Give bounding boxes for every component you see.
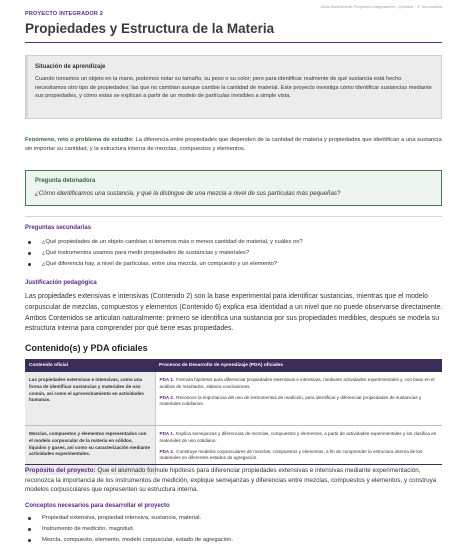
fenomeno-label: Fenómeno, reto o problema de estudio: (25, 137, 134, 143)
running-head: Guía Didáctica de Proyectos Integradores · Química · 3° Secundaria (320, 4, 442, 9)
table-row (25, 372, 442, 426)
list-item: Mezcla, compuesto, elemento, modelo corpuscular, estado de agregación. (42, 535, 233, 546)
pda-text: Construye modelos corpusculares de mezclas, compuestos y elementos, a fin de comprender la estructura interna de los materiales en diferentes estados de agregación. (159, 448, 423, 461)
pda-code: PDA 1. (159, 377, 175, 382)
title-rule (25, 42, 442, 43)
preguntas-secundarias-list (42, 237, 303, 270)
fenomeno-paragraph (25, 136, 445, 154)
list-item: ¿Qué instrumentos usamos para medir propiedades de sustancias y materiales? (42, 248, 303, 259)
project-label: PROYECTO INTEGRADOR 2 (25, 11, 104, 17)
pda-text: Formula hipótesis para diferenciar propiedades extensivas e intensivas, mediante actividades experimentales y, con base en el análisis de resultados, elabora conclusiones. (159, 377, 435, 389)
table-header-contenido: Contenido oficial (25, 359, 155, 372)
conceptos-heading: Conceptos necesarios para desarrollar el proyecto (25, 503, 170, 509)
proposito-paragraph (25, 466, 445, 495)
pregunta-detonadora-heading: Pregunta detonadora (35, 178, 96, 184)
situacion-text: Cuando tomamos un objeto en la mano, podemos notar su tamaño, su peso o su color; pero para identificar realmente de qué sustancia está hecho necesitamos otro tipo de propiedades: las que no cambian aunque cambie la cantidad de material. Este proyecto investiga cómo identificar sustancias mediante sus propiedades, y cómo estas se explican a partir de un modelo de partículas invisibles a simple vista. (35, 76, 432, 100)
contenidos-heading: Contenido(s) y PDA oficiales (25, 343, 148, 353)
page-title: Propiedades y Estructura de la Materia (25, 21, 275, 36)
list-item: ¿Qué propiedades de un objeto cambian si tenemos más o menos cantidad de material, y cuáles no? (42, 237, 303, 248)
pda-item (160, 431, 439, 445)
pda-item (160, 377, 439, 391)
pda-text: Explica semejanzas y diferencias de mezclas, compuestos y elementos, a partir de actividades experimentales y los clasifica en materiales de uso cotidiano. (159, 431, 437, 443)
situacion-box (25, 55, 442, 119)
fenomeno-text: La diferencia entre propiedades que dependen de la cantidad de materia y propiedades que identifican a una sustancia sin importar su cantidad, y la estructura interna de mezclas, compuestos y elementos. (25, 137, 442, 152)
proposito-label: Propósito del proyecto: (25, 467, 96, 474)
list-item: ¿Qué diferencia hay, a nivel de partículas, entre una mezcla, un compuesto y un elemento? (42, 259, 303, 270)
justificacion-heading: Justificación pedagógica (25, 280, 97, 286)
pda-item (160, 395, 439, 409)
proposito-text: Que el alumnado formule hipótesis para diferenciar propiedades extensivas e intensivas mediante experimentación, reconozca la importancia de los instrumentos de medición, explique semejanzas y diferencias entre mezclas, compuestos y elementos, y construya modelos corpusculares que representen su estructura interna. (25, 467, 437, 494)
pda-cell (155, 372, 442, 426)
pregunta-detonadora-box (25, 170, 442, 206)
table-bottom-rule (25, 464, 442, 465)
pda-code: PDA 1. (159, 431, 175, 436)
list-item: Propiedad extensiva, propiedad intensiva, sustancia, material. (42, 513, 233, 524)
section-divider (25, 216, 442, 217)
pda-table (25, 359, 442, 475)
situacion-box-accent (26, 56, 28, 118)
justificacion-text: Las propiedades extensivas e intensivas (Contenido 2) son la base experimental para identificar sustancias, mientras que el modelo corpuscular de mezclas, compuestos y elementos (Contenido 6) explica esa identidad a un nivel que no puede observarse directamente. Ambos Contenidos se articulan naturalmente: primero se identifica una sustancia por sus propiedades medibles, después se modela su estructura interna para comprender por qué tiene esas propiedades. (25, 293, 443, 333)
preguntas-secundarias-heading: Preguntas secundarias (25, 225, 92, 231)
list-item: Instrumento de medición, magnitud. (42, 524, 233, 535)
pda-item (160, 449, 439, 463)
pda-code: PDA 2. (159, 448, 175, 454)
pregunta-detonadora-text: ¿Cómo identificamos una sustancia, y qué la distingue de una mezcla a nivel de sus partículas más pequeñas? (35, 190, 341, 197)
table-header-row (25, 359, 442, 372)
conceptos-list (42, 513, 233, 546)
situacion-heading: Situación de aprendizaje (35, 64, 106, 70)
contenido-cell: Las propiedades extensivas e intensivas, como una forma de identificar sustancias y materiales de uso común, así como el aprovechamiento en actividades humanas. (25, 372, 155, 426)
contenido-cell: Mezclas, compuestos y elementos representados con el modelo corpuscular de la materia en sólidos, líquidos y gases, así como su caracterización mediante actividades experimentales. (25, 426, 155, 476)
pda-code: PDA 2. (159, 394, 175, 400)
table-header-pda: Procesos de Desarrollo de Aprendizaje (PDA) oficiales (155, 359, 442, 372)
pda-text: Reconoce la importancia del uso de instrumentos de medición, para identificar y diferenciar propiedades de sustancias y materiales cotidianos. (159, 394, 422, 407)
